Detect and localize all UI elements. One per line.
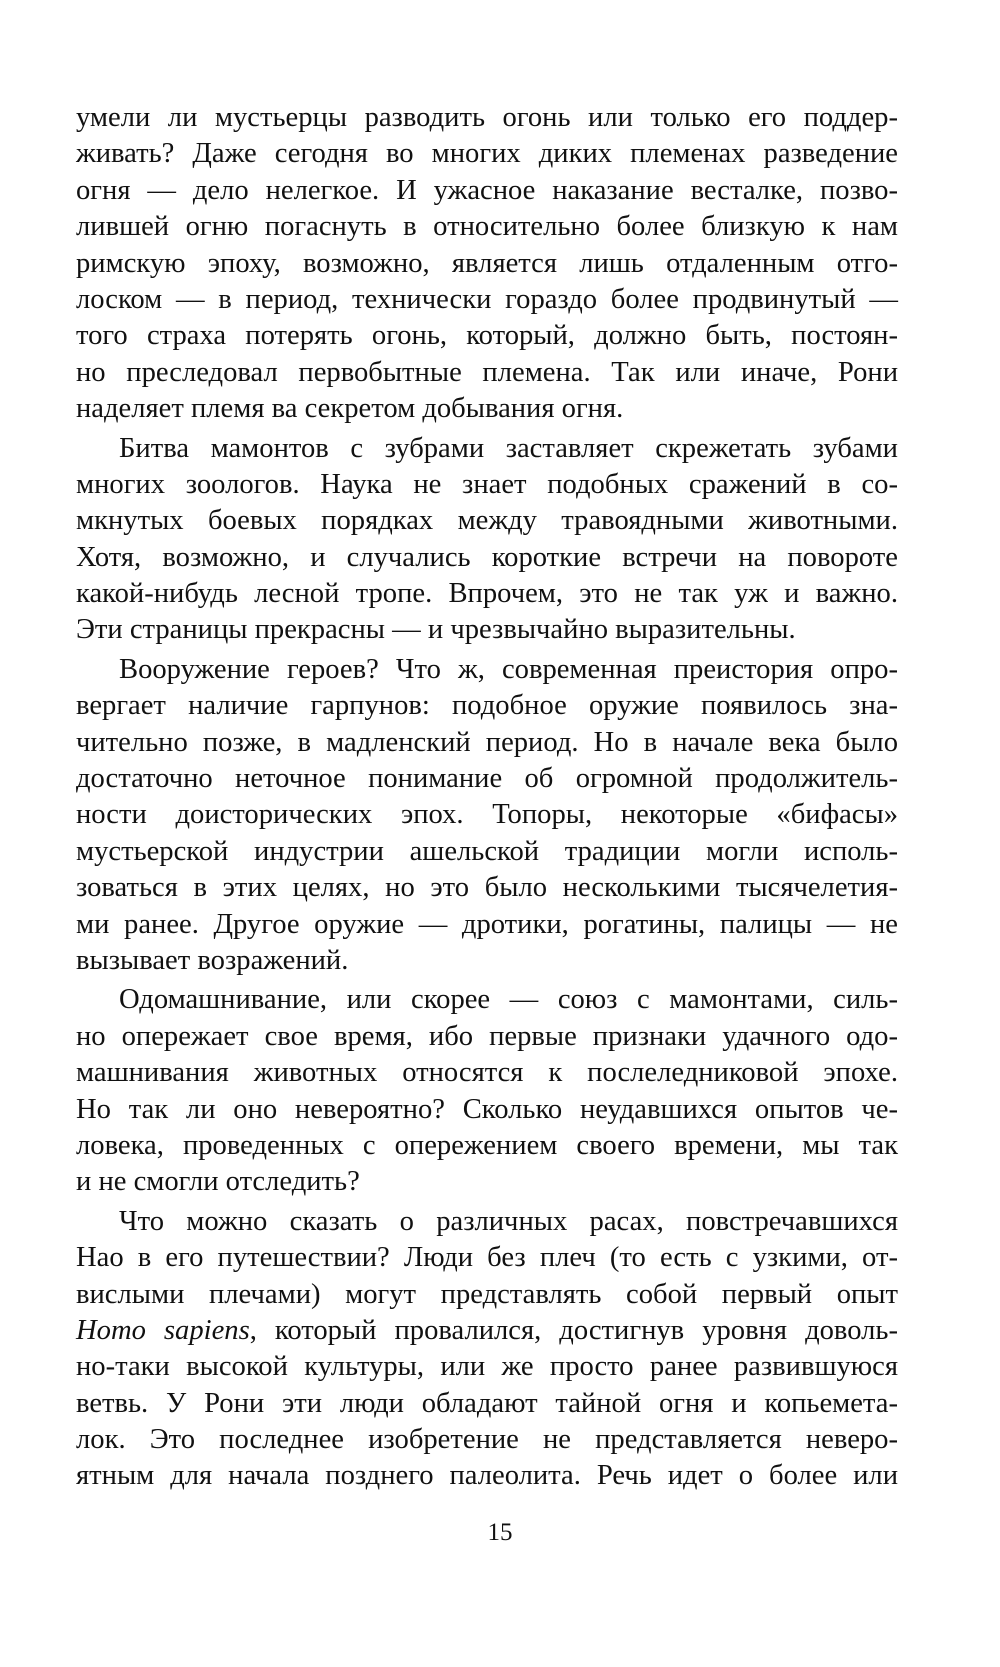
text-line: машнивания животных относятся к послеледниковой эпохе.	[76, 1057, 898, 1089]
text-line: лок. Это последнее изобретение не представляется неверо-	[76, 1424, 898, 1456]
text-line: римскую эпоху, возможно, является лишь отдаленным отго-	[76, 247, 898, 279]
text-line: Вооружение героев? Что ж, современная преистория опро-	[119, 653, 898, 685]
text-line: достаточно неточное понимание об огромной продолжитель-	[76, 763, 898, 795]
text-line: но преследовал первобытные племена. Так или иначе, Рони	[76, 356, 898, 388]
text-line: Что можно сказать о различных расах, повстречавшихся	[119, 1205, 898, 1237]
page-number: 15	[487, 1519, 513, 1546]
text-line: Но так ли оно невероятно? Сколько неудавшихся опытов че-	[76, 1093, 898, 1125]
text-line: лоском — в период, технически гораздо более продвинутый —	[76, 283, 898, 315]
text-line: но опережает свое время, ибо первые признаки удачного одо-	[76, 1020, 898, 1052]
text-line: Хотя, возможно, и случались короткие встречи на повороте	[76, 541, 898, 573]
text-line: ятным для начала позднего палеолита. Речь идет о более или	[76, 1460, 898, 1492]
text-line: ми ранее. Другое оружие — дротики, рогатины, палицы — не	[76, 908, 898, 940]
text-line: Битва мамонтов с зубрами заставляет скрежетать зубами	[119, 432, 898, 464]
text-line: зоваться в этих целях, но это было несколькими тысячелетия-	[76, 872, 898, 904]
text-line: вергает наличие гарпунов: подобное оружие появилось зна-	[76, 690, 898, 722]
text-line: какой-нибудь лесной тропе. Впрочем, это не так уж и важно.	[76, 578, 898, 610]
paragraph	[76, 431, 898, 649]
text-line: многих зоологов. Наука не знает подобных сражений в со-	[76, 468, 898, 500]
text-line: того страха потерять огонь, который, должно быть, постоян-	[76, 320, 898, 352]
italic-term: Homo sapiens	[76, 1314, 250, 1346]
page-body	[76, 100, 898, 1498]
text-line: умели ли мустьерцы разводить огонь или только его поддер-	[76, 102, 898, 133]
text-line: мкнутых боевых порядках между травоядными животными.	[76, 505, 898, 537]
text-line: наделяет племя ва секретом добывания огня.	[76, 393, 624, 425]
text-line: вызывает возражений.	[76, 944, 349, 976]
text-line: Нао в его путешествии? Люди без плеч (то есть с узкими, от-	[76, 1242, 898, 1274]
paragraph	[76, 100, 898, 428]
text-line: Одомашнивание, или скорее — союз с мамонтами, силь-	[119, 984, 898, 1016]
paragraph	[76, 1204, 898, 1495]
text-line: чительно позже, в мадленский период. Но в начале века было	[76, 726, 898, 758]
text-line: и не смогли отследить?	[76, 1166, 360, 1198]
text-line: мустьерской индустрии ашельской традиции могли исполь-	[76, 835, 898, 867]
text-line: огня — дело нелегкое. И ужасное наказание весталке, позво-	[76, 174, 898, 206]
text-line: но-таки высокой культуры, или же просто ранее развившуюся	[76, 1351, 898, 1383]
text-line: живать? Даже сегодня во многих диких племенах разведение	[76, 138, 898, 170]
paragraph	[76, 652, 898, 980]
text-line: ловека, проведенных с опережением своего времени, мы так	[76, 1129, 898, 1161]
paragraph	[76, 982, 898, 1200]
text-line: вислыми плечами) могут представлять собой первый опыт	[76, 1278, 898, 1310]
text-line: ветвь. У Рони эти люди обладают тайной огня и копьемета-	[76, 1387, 898, 1419]
text-line: лившей огню погаснуть в относительно более близкую к нам	[76, 211, 898, 243]
text-line: Эти страницы прекрасны — и чрезвычайно выразительны.	[76, 614, 796, 646]
text-line: ности доисторических эпох. Топоры, некоторые «бифасы»	[76, 799, 898, 831]
text-line: Homo sapiens, который провалился, достигнув уровня доволь-	[76, 1314, 898, 1346]
